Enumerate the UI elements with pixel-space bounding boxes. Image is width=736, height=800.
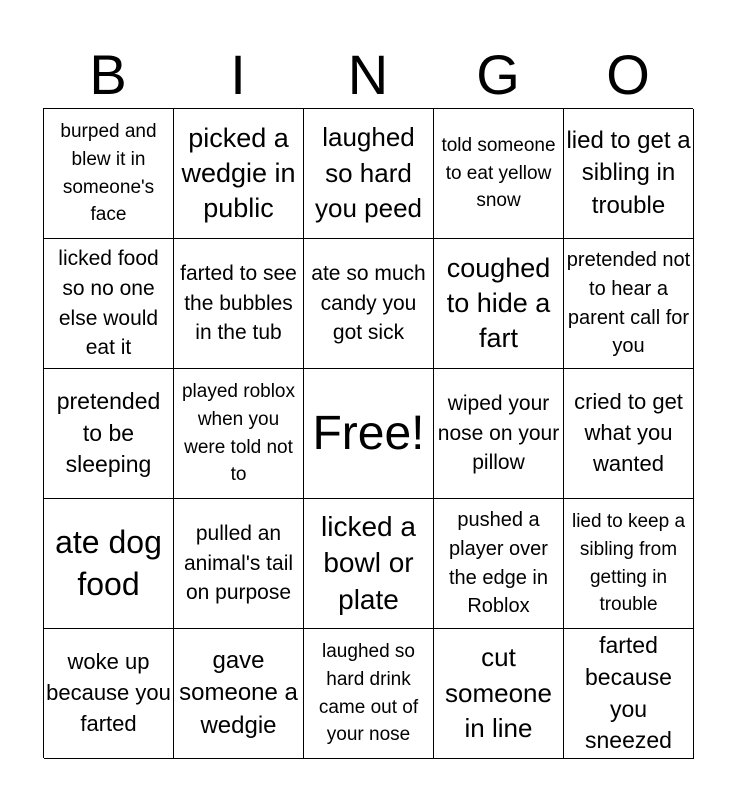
cell-text: pretended to be sleeping: [56, 387, 161, 478]
bingo-cell[interactable]: [304, 629, 434, 759]
bingo-cell[interactable]: [304, 109, 434, 239]
cell-text: cut someone in line: [445, 642, 552, 744]
bingo-cell[interactable]: [174, 109, 304, 239]
header-letter-n: N: [347, 43, 389, 106]
free-space-text: Free!: [312, 406, 425, 460]
cell-text: ate so much candy you got sick: [311, 261, 426, 345]
cell-text: picked a wedgie in public: [181, 122, 296, 224]
bingo-cell[interactable]: [434, 369, 564, 499]
cell-text: farted to see the bubbles in the tub: [180, 261, 297, 345]
bingo-cell[interactable]: [434, 239, 564, 369]
cell-text: lied to keep a sibling from getting in trouble: [571, 511, 686, 616]
bingo-cell[interactable]: [434, 499, 564, 629]
bingo-cell[interactable]: [304, 499, 434, 629]
bingo-cell[interactable]: [174, 629, 304, 759]
cell-text: licked a bowl or plate: [321, 510, 416, 615]
cell-text: burped and blew it in someone's face: [60, 121, 157, 226]
cell-text: gave someone a wedgie: [179, 646, 298, 739]
bingo-cell[interactable]: [564, 369, 694, 499]
cell-text: pulled an animal's tail on purpose: [183, 521, 294, 605]
cell-text: cried to get what you wanted: [574, 389, 683, 476]
bingo-cell[interactable]: [44, 239, 174, 369]
bingo-grid: [43, 108, 693, 758]
cell-text: lied to get a sibling in trouble: [566, 126, 691, 219]
bingo-cell[interactable]: [44, 629, 174, 759]
cell-text: told someone to eat yellow snow: [441, 134, 556, 212]
cell-text: played roblox when you were told not to: [181, 381, 296, 486]
cell-text: laughed so hard drink came out of your nose: [318, 641, 419, 746]
header-letter-o: O: [606, 43, 650, 106]
bingo-cell[interactable]: [564, 499, 694, 629]
header-letter-i: I: [230, 43, 246, 106]
cell-text: coughed to hide a fart: [446, 252, 551, 354]
bingo-header: [43, 42, 693, 108]
bingo-cell[interactable]: [174, 499, 304, 629]
cell-text: licked food so no one else would eat it: [58, 246, 159, 360]
bingo-cell[interactable]: [44, 499, 174, 629]
bingo-cell[interactable]: [174, 369, 304, 499]
header-letter-g: G: [476, 43, 520, 106]
cell-text: ate dog food: [55, 523, 162, 602]
bingo-cell[interactable]: [564, 239, 694, 369]
cell-text: farted because you sneezed: [585, 632, 672, 754]
cell-text: wiped your nose on your pillow: [437, 391, 560, 475]
bingo-cell[interactable]: [304, 239, 434, 369]
cell-text: pushed a player over the edge in Roblox: [449, 509, 548, 618]
bingo-cell[interactable]: [44, 109, 174, 239]
bingo-cell[interactable]: [44, 369, 174, 499]
cell-text: laughed so hard you peed: [315, 122, 422, 224]
cell-text: woke up because you farted: [46, 649, 171, 736]
bingo-cell[interactable]: [174, 239, 304, 369]
cell-text: pretended not to hear a parent call for you: [566, 249, 691, 358]
header-letter-b: B: [89, 43, 127, 106]
bingo-cell[interactable]: [564, 629, 694, 759]
bingo-cell[interactable]: [434, 109, 564, 239]
bingo-cell[interactable]: [434, 629, 564, 759]
free-space[interactable]: [304, 369, 434, 499]
bingo-cell[interactable]: [564, 109, 694, 239]
